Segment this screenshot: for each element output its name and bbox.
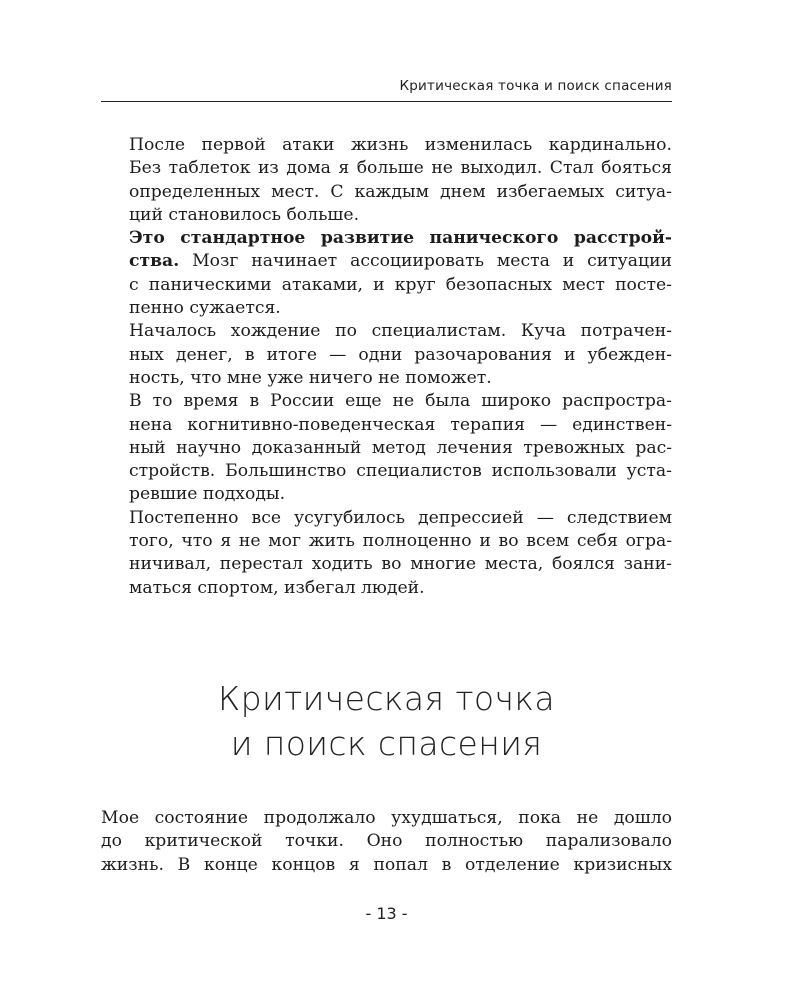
text-line: маться спортом, избегал людей. — [129, 577, 425, 598]
text-line: нена когнитивно-поведенческая терапия — единствен- — [129, 414, 672, 435]
text-line: ций становилось больше. — [129, 204, 360, 225]
bold-lead-end: ства. — [129, 251, 180, 272]
text-line: с паническими атаками, и круг безопасных мест посте- — [129, 274, 672, 295]
section-heading-line-1: Критическая точка — [218, 679, 555, 718]
text-line: Постепенно все усугубилось депрессией — следствием — [129, 507, 672, 528]
text-line: Без таблеток из дома я больше не выходил. Стал бояться — [129, 158, 672, 179]
page-number: - 13 - — [365, 904, 408, 923]
text-line: стройств. Большинство специалистов использовали уста- — [129, 461, 672, 482]
text-line: того, что я не мог жить полноценно и во всем себя огра- — [129, 531, 672, 552]
text-line — [101, 250, 672, 273]
section-paragraph — [101, 807, 672, 877]
section-text — [101, 807, 672, 877]
text-line: определенных мест. С каждым днем избегаемых ситуа- — [129, 181, 672, 202]
header-rule — [101, 101, 672, 102]
section-heading-line-2: и поиск спасения — [230, 724, 543, 763]
paragraph-1 — [101, 134, 672, 227]
paragraph-2 — [101, 227, 672, 320]
text-line: ревшие подходы. — [129, 484, 286, 505]
text-fragment: Мозг начинает ассоциировать места и ситуации — [179, 251, 672, 272]
text-line: до критической точки. Оно полностью парализовало — [101, 831, 672, 852]
text-line: пенно сужается. — [129, 298, 281, 319]
body-text — [101, 134, 672, 600]
text-line: ничивал, перестал ходить во многие места, боялся зани- — [129, 554, 672, 575]
running-head: Критическая точка и поиск спасения — [399, 78, 672, 94]
text-line: ность, что мне уже ничего не поможет. — [129, 367, 492, 388]
paragraph-3 — [101, 320, 672, 390]
text-line: жизнь. В конце концов я попал в отделение кризисных — [101, 854, 672, 875]
text-line: После первой атаки жизнь изменилась кардинально. — [129, 135, 672, 155]
bold-lead-line: Это стандартное развитие панического расстрой- — [129, 228, 672, 249]
text-line: Мое состояние продолжало ухудшаться, пока не дошло — [101, 808, 672, 828]
text-line: ный научно доказанный метод лечения тревожных рас- — [129, 437, 672, 458]
paragraph-4 — [101, 390, 672, 506]
text-line: В то время в России еще не была широко распростра- — [129, 391, 672, 412]
text-line: ных денег, в итоге — одни разочарования и убежден- — [129, 344, 672, 365]
paragraph-5 — [101, 507, 672, 600]
section-heading — [101, 676, 672, 766]
text-line: Началось хождение по специалистам. Куча потрачен- — [129, 321, 672, 342]
